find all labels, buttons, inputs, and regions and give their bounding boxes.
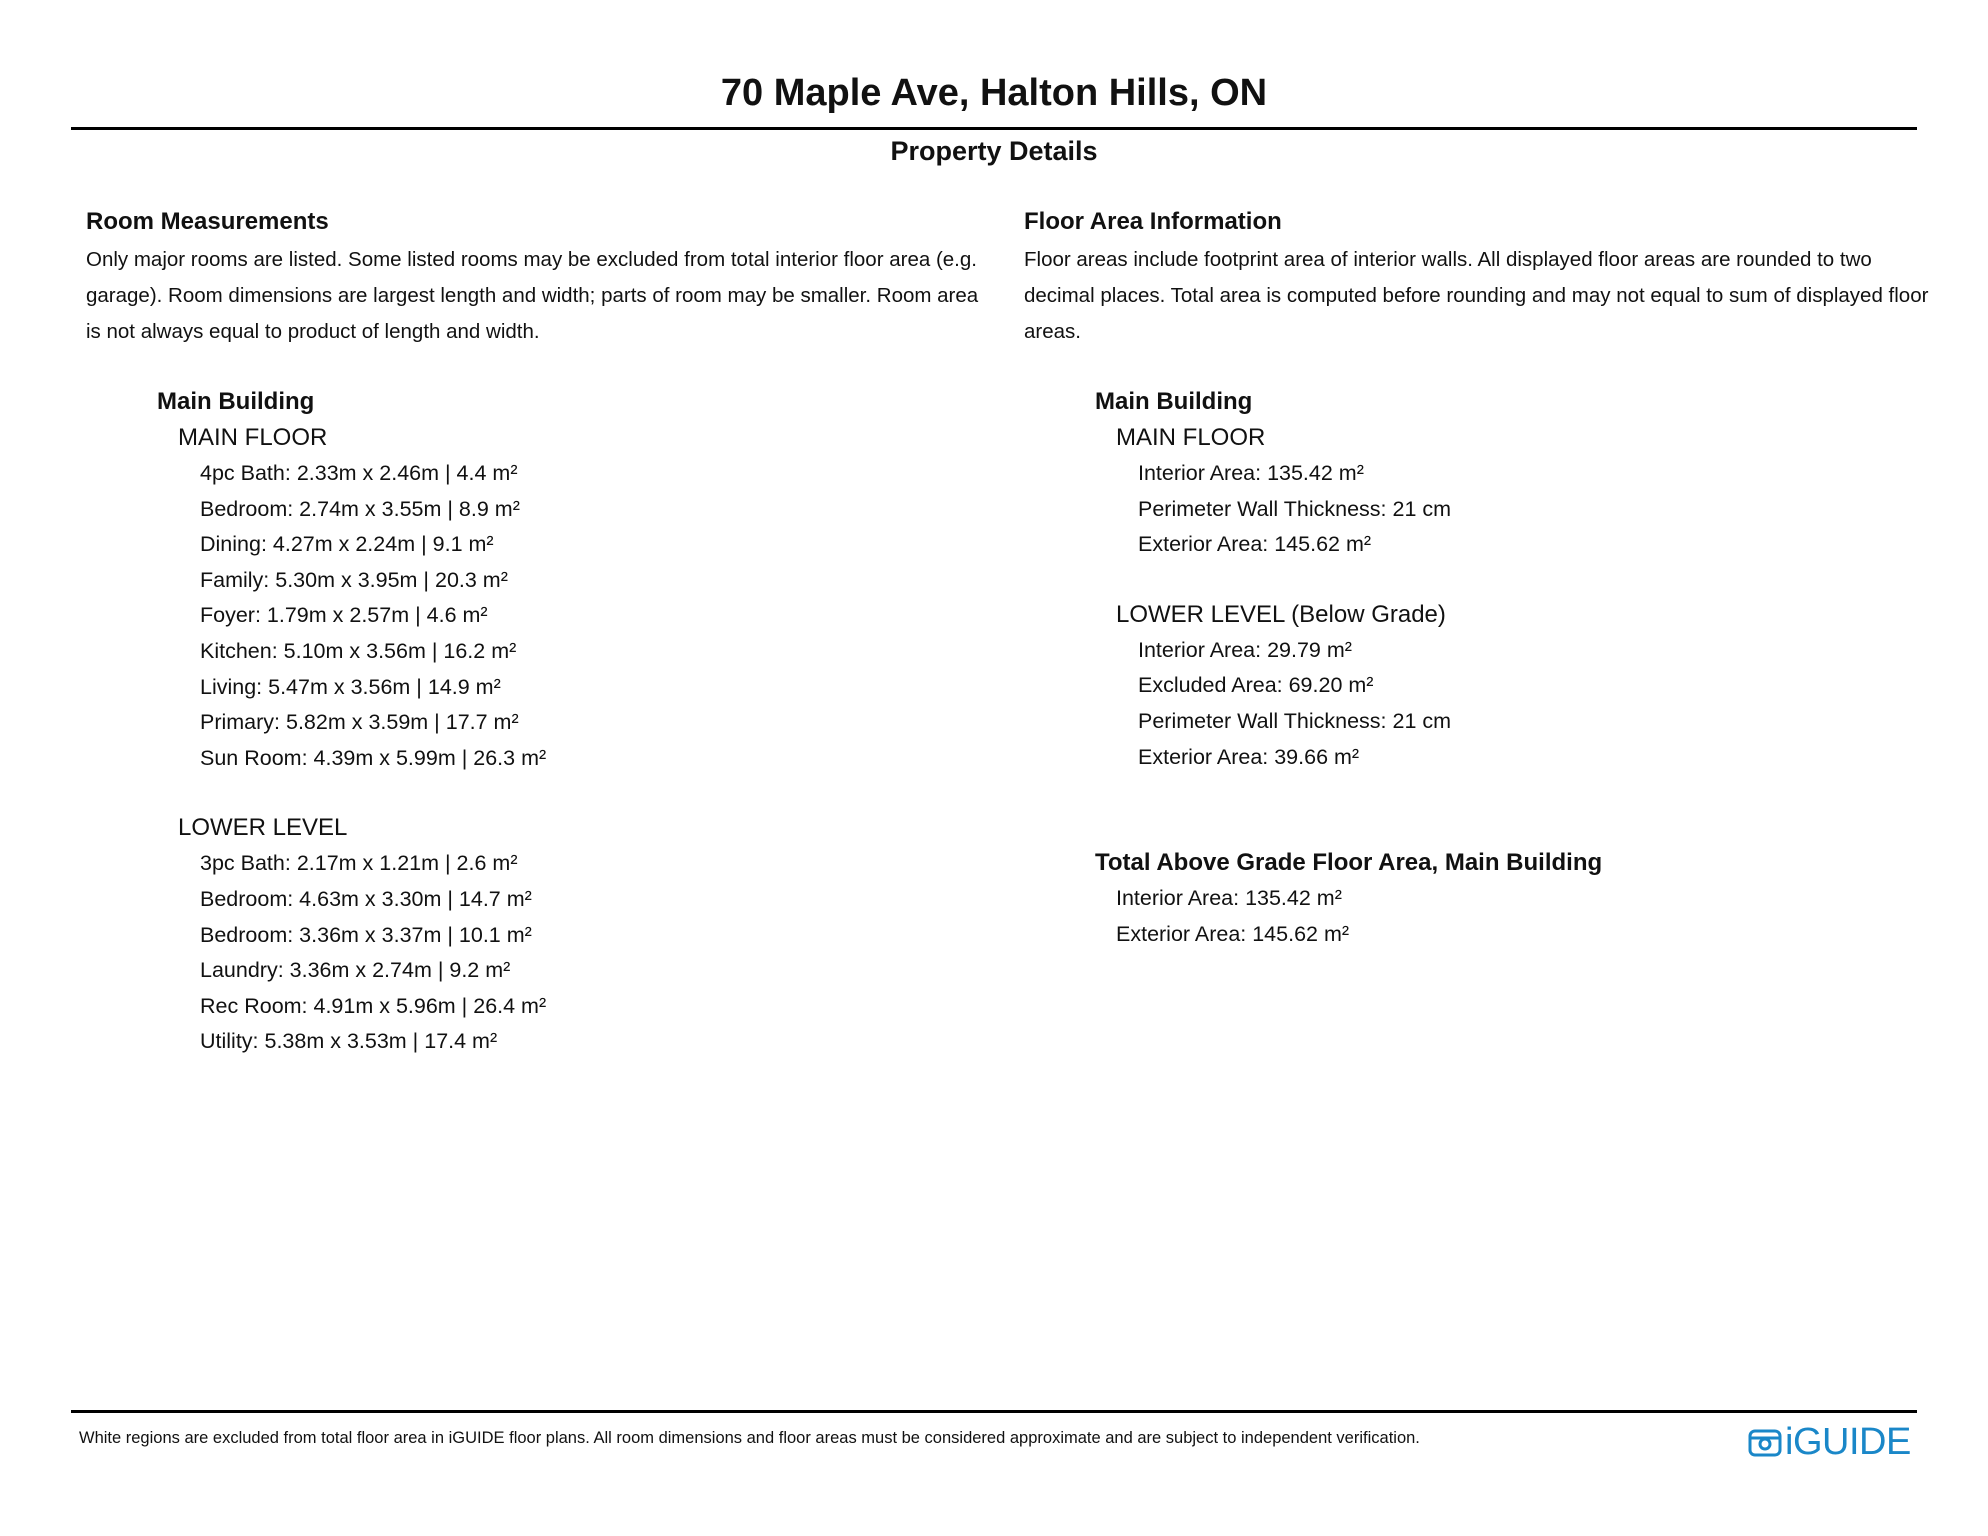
room-measurements-tree (157, 384, 986, 1060)
total-area-title: Total Above Grade Floor Area, Main Building (1095, 849, 1603, 877)
area-item: Excluded Area: 69.20 m² (1138, 673, 1374, 698)
room-item: Rec Room: 4.91m x 5.96m | 26.4 m² (200, 993, 547, 1018)
room-item: Bedroom: 4.63m x 3.30m | 14.7 m² (200, 886, 532, 911)
floor-name-main: MAIN FLOOR (178, 424, 328, 451)
room-item: Foyer: 1.79m x 2.57m | 4.6 m² (200, 603, 488, 628)
building-name: Main Building (157, 388, 315, 415)
floor-name-lower: LOWER LEVEL (178, 814, 348, 842)
room-item: Sun Room: 4.39m x 5.99m | 26.3 m² (200, 745, 547, 770)
room-item: Living: 5.47m x 3.56m | 14.9 m² (200, 674, 501, 699)
room-item: Laundry: 3.36m x 2.74m | 9.2 m² (200, 958, 511, 983)
floor-area-title: Floor Area Information (1024, 208, 1282, 235)
spacer (157, 776, 986, 810)
footer-divider (71, 1410, 1917, 1413)
room-measurements-description: Only major rooms are listed. Some listed rooms may be excluded from total interior floor area (e.g. garage). Room dimensions are largest length and width; parts of room may be smaller. Room area is not always equal to product of length and width. (86, 248, 979, 343)
floor-area-section (1024, 206, 1934, 952)
footer-disclaimer: White regions are excluded from total floor area in iGUIDE floor plans. All room dimensions and floor areas must be considered approximate and are subject to independent verification. (79, 1429, 1420, 1447)
page-subtitle: Property Details (890, 136, 1098, 166)
page-title: 70 Maple Ave, Halton Hills, ON (720, 72, 1268, 114)
floor-area-tree (1095, 384, 1934, 952)
room-item: Bedroom: 2.74m x 3.55m | 8.9 m² (200, 496, 520, 521)
room-item: Family: 5.30m x 3.95m | 20.3 m² (200, 567, 508, 592)
room-measurements-section (86, 206, 986, 1060)
header-divider (71, 127, 1917, 130)
floor-area-description: Floor areas include footprint area of interior walls. All displayed floor areas are rounded to two decimal places. Total area is computed before rounding and may not equal to sum of displayed floor areas. (1024, 248, 1929, 343)
spacer (1095, 563, 1934, 597)
floor-name-lower: LOWER LEVEL (Below Grade) (1116, 600, 1446, 628)
camera-icon (1748, 1425, 1782, 1459)
room-item: Primary: 5.82m x 3.59m | 17.7 m² (200, 710, 519, 735)
spacer (1095, 775, 1934, 845)
room-item: 4pc Bath: 2.33m x 2.46m | 4.4 m² (200, 461, 518, 485)
logo-wordmark: iGUIDE (1785, 1421, 1911, 1463)
room-item: 3pc Bath: 2.17m x 1.21m | 2.6 m² (200, 851, 518, 876)
room-measurements-title: Room Measurements (86, 208, 329, 235)
iguide-logo (1748, 1422, 1911, 1462)
area-item: Exterior Area: 39.66 m² (1138, 744, 1360, 769)
floor-name-main: MAIN FLOOR (1116, 424, 1266, 451)
room-item: Kitchen: 5.10m x 3.56m | 16.2 m² (200, 638, 517, 663)
area-item: Interior Area: 29.79 m² (1138, 637, 1352, 662)
area-item: Perimeter Wall Thickness: 21 cm (1138, 496, 1452, 521)
area-item: Interior Area: 135.42 m² (1138, 461, 1364, 485)
room-item: Bedroom: 3.36m x 3.37m | 10.1 m² (200, 922, 532, 947)
room-item: Utility: 5.38m x 3.53m | 17.4 m² (200, 1029, 498, 1054)
total-area-item: Interior Area: 135.42 m² (1116, 886, 1342, 911)
total-area-item: Exterior Area: 145.62 m² (1116, 921, 1350, 946)
room-item: Dining: 4.27m x 2.24m | 9.1 m² (200, 532, 494, 557)
area-item: Exterior Area: 145.62 m² (1138, 532, 1372, 557)
building-name: Main Building (1095, 388, 1253, 415)
area-item: Perimeter Wall Thickness: 21 cm (1138, 708, 1452, 733)
